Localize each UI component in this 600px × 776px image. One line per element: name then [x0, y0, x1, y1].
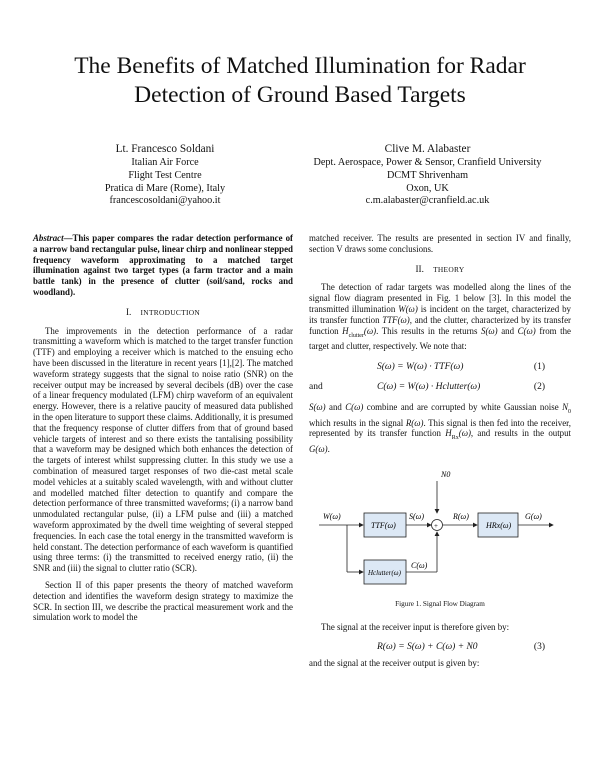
theory-paragraph-1: The detection of radar targets was modelled along the lines of the signal flow diagram presented in Fig. 1 below [3]. In this model the transmitted illumination W(ω) is incident on the target, characterized by its transfer function TTF(ω), and the clutter, characterized by its transfer function $H_{clutter}(\omega)$. This results in the returns S(ω) and C(ω) from the target and clutter, respectively. We note that: — [309, 282, 571, 352]
input-label: W(ω) — [323, 511, 341, 521]
intro-paragraph-1: The improvements in the detection performance of a radar transmitting a waveform which is matched to the target transfer function (TTF) and employing a receiver which is matched to the ensuing echo have been discussed in the literature in recent years [1],[2]. The matched waveform strategy suggests that the signal to noise ratio (SNR) on the receiver output may be increased by several decibels (dB) over the case of a linear frequency modulated (LFM) chirp waveform of an equivalent energy. However, there is a relative paucity of measured data published in the open literature to support these claims. Additionally, it is presumed that the frequency response of clutter differs from that of ground based vehicle targets of interest and so there exists the tantalising possibility that a waveform may be designed which both enhances the detection of the targets of interest whilst suppressing clutter. In this study we use a combination of measured target responses of two die-cast metal scale model vehicles at a suitably scaled wavelength, with and without clutter and modelled matched filter detection to quantify and compare the detection performance of three transmitted waveforms; (i) a narrow band unmodulated rectangular pulse, (ii) a LFM pulse and (iii) a matched waveform approximated by the dwell time weighting of several stepped frequencies. In each case the total energy in the transmitted waveform is held constant. The detection performance of each waveform is quantified using three terms: (i) the transmitted to received energy ratio, (ii) the SNR and (iii) the signal to clutter ratio (SCR). — [33, 325, 293, 574]
abstract — [33, 233, 293, 298]
equation-2-number: (2) — [533, 381, 545, 392]
s-label: S(ω) — [409, 511, 424, 521]
intro-paragraph-2: Section II of this paper presents the theory of matched waveform detection and identifies the waveform design strategy to maximize the SCR. In section III, we describe the practical measurement work and the simulation work to model the — [33, 579, 293, 623]
equation-3-number: (3) — [533, 642, 545, 653]
title-line-1: The Benefits of Matched Illumination for Radar — [74, 53, 526, 79]
section-title: THEORY — [433, 264, 465, 274]
author-affiliation: Dept. Aerospace, Power & Sensor, Cranfield University — [313, 157, 542, 168]
ttf-label: TTF(ω) — [371, 520, 396, 530]
equation-2-text: C(ω) = W(ω) · Hclutter(ω) — [377, 381, 481, 392]
section-heading-introduction — [33, 307, 293, 319]
equation-2-and: and — [309, 381, 323, 392]
equation-1-text: S(ω) = W(ω) · TTF(ω) — [377, 361, 464, 372]
r-label: R(ω) — [453, 511, 469, 521]
signal-flow-diagram — [309, 465, 571, 597]
author-block-1 — [70, 142, 260, 208]
author-affiliation: Italian Air Force — [131, 157, 199, 168]
left-column — [33, 233, 293, 623]
paragraph-receiver-output: and the signal at the receiver output is given by: — [309, 658, 480, 669]
author-location: Oxon, UK — [406, 182, 449, 194]
theory-paragraph-2: S(ω) and C(ω) combine and are corrupted by white Gaussian noise $N_0$ which results in the signal R(ω). This signal is then fed into the receiver, represented by its transfer function $H_{Rx}(\omega)$, and results in the output G(ω). — [309, 401, 571, 454]
author-name: Clive M. Alabaster — [384, 143, 471, 155]
title-line-2: Detection of Ground Based Targets — [134, 82, 466, 108]
hclutter-label: Hclutter(ω) — [368, 568, 401, 577]
author-affiliation: DCMT Shrivenham — [386, 169, 469, 181]
equation-1 — [309, 358, 571, 378]
author-affiliation: Flight Test Centre — [128, 169, 202, 181]
plus-icon: + — [434, 521, 438, 530]
right-column — [309, 233, 571, 669]
abstract-lead: Abstract — [33, 233, 64, 243]
author-name: Lt. Francesco Soldani — [115, 143, 215, 155]
paragraph-receiver-input: The signal at the receiver input is therefore given by: — [321, 621, 510, 632]
author-block-2 — [305, 142, 550, 208]
author-email[interactable]: francescosoldani@yahoo.it — [109, 195, 221, 207]
equation-3-text: R(ω) = S(ω) + C(ω) + N0 — [377, 642, 478, 653]
author-location: Pratica di Mare (Rome), Italy — [104, 182, 226, 194]
author-email[interactable]: c.m.alabaster@cranfield.ac.uk — [365, 195, 490, 207]
section-title: INTRODUCTION — [140, 307, 200, 317]
equation-3 — [309, 638, 571, 658]
noise-label: N0 — [441, 469, 451, 479]
figure-caption: Figure 1. Signal Flow Diagram — [395, 599, 485, 608]
c-label: C(ω) — [411, 560, 428, 570]
section-number: I. — [126, 306, 132, 317]
continued-paragraph: matched receiver. The results are presented in section IV and finally, section V draws some conclusions. — [309, 233, 571, 254]
abstract-text: —This paper compares the radar detection performance of a narrow band rectangular pulse, linear chirp and nonlinear stepped frequency waveform approximating to a matched target illumination against two target types (a farm tractor and a main battle tank) in the presence of clutter (soil/sand, rocks and woodland). — [33, 233, 293, 297]
paper-title — [40, 52, 560, 110]
equation-2 — [309, 378, 571, 398]
output-label: G(ω) — [525, 511, 542, 521]
hrx-label: HRx(ω) — [486, 520, 512, 530]
section-number: II. — [415, 263, 424, 274]
section-heading-theory — [309, 264, 571, 276]
equation-1-number: (1) — [533, 361, 545, 372]
